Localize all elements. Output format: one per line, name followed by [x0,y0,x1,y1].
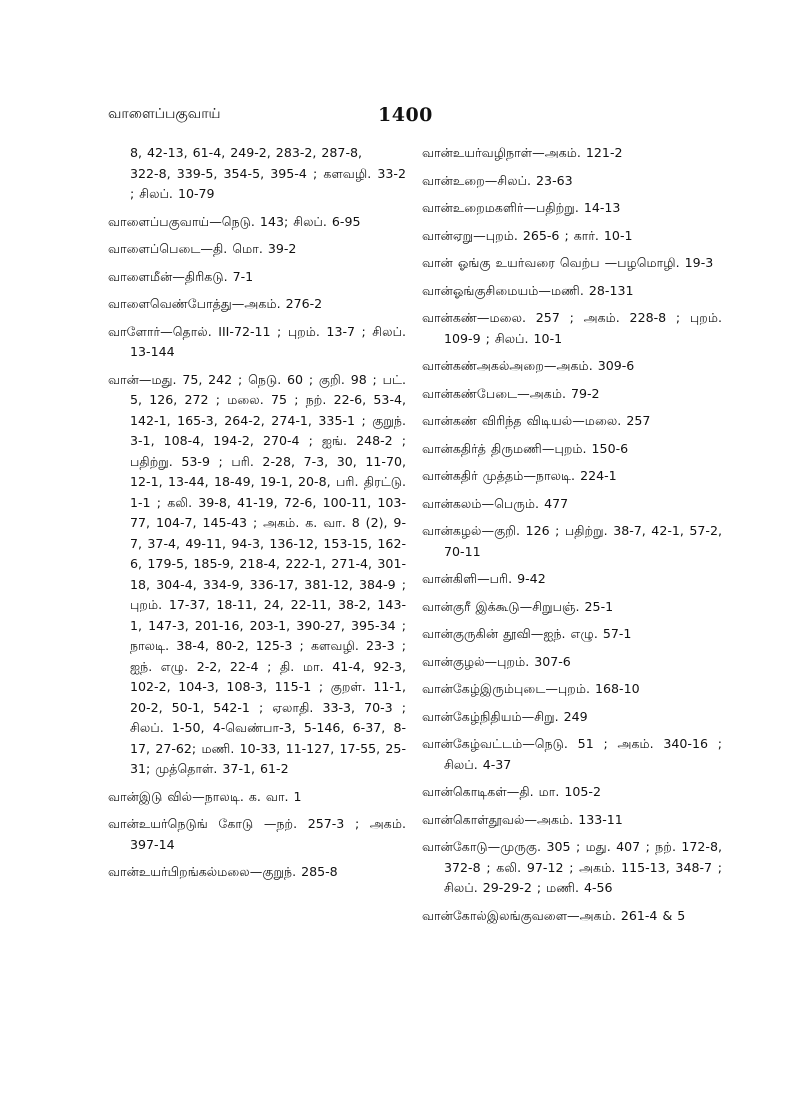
index-entry [422,411,722,432]
index-entry [422,624,722,645]
index-entry [422,384,722,405]
index-entry [108,787,406,808]
index-entry [422,810,722,831]
index-entry-text: 322-8, 339-5, 354-5, 395-4 ; களவழி. 33-2 ; சிலப். 10-79 [130,165,406,201]
index-entry-text: வாளைமீன்—திரிகடு. 7-1 [108,268,254,284]
index-entry-text: வான்—மது. 75, 242 ; நெடு. 60 ; குறி. 98 ; பட். 5, 126, 272 ; மலை. 75 ; நற். 22-6, 53-4, 142-1, 165-3, 264-2, 274-1, 335-1 ; குறுந். 3-1, 108-4, 194-2, 270-4 ; ஐங். 248-2 ; பதிற்று. 53-9 ; பரி. 2-28, 7-3, 30, 11-70, 12-1, 13-44, 18-49, 19-1, 20-8, பரி. திரட்டு. 1-1 ; கலி. 39-8, 41-19, 72-6, 100-11, 103-77, 104-7, 145-43 ; அகம். க. வா. 8 (2), 9-7, 37-4, 49-11, 94-3, 136-12, 153-15, 162-6, 179-5, 185-9, 218-4, 222-1, 271-4, 301-18, 304-4, 334-9, 336-17, 381-12, 384-9 ; புறம். 17-37, 18-11, 24, 22-11, 38-2, 143-1, 147-3, 201-16, 203-1, 390-27, 395-34 ; நாலடி. 38-4, 80-2, 125-3 ; களவழி. 23-3 ; ஐந். எழு. 2-2, 22-4 ; தி. மா. 41-4, 92-3, 102-2, 104-3, 108-3, 115-1 ; குறள். 11-1, 20-2, 50-1, 542-1 ; ஏலாதி. 33-3, 70-3 ; சிலப். 1-50, 4-வெண்பா-3, 5-146, 6-37, 8-17, 27-62; மணி. 10-33, 11-127, 17-55, 25-31; முத்தொள். 37-1, 61-2 [108,371,406,776]
index-entry-text: வான்ஓங்குசிமையம்—மணி. 28-131 [422,282,634,298]
index-entry-text: வாளைப்பகுவாய்—நெடு. 143; சிலப். 6-95 [108,213,361,229]
index-entry [422,439,722,460]
index-entry-text: வான்கொடிகள்—தி. மா. 105-2 [422,784,601,799]
index-entry-text: வான்கோல்இலங்குவளை—அகம். 261-4 & 5 [422,907,686,923]
index-entry-text: வான்உறைமகளிர்—பதிற்று. 14-13 [422,200,621,215]
page-header [108,104,708,134]
right-column [422,143,722,933]
index-entry [422,837,722,899]
index-entry-text: வான்கண்பேடை—அகம். 79-2 [422,385,600,401]
index-entry-text: வான்குழல்—புறம். 307-6 [422,653,571,669]
index-entry [108,370,406,780]
index-entry-text: வான்கிளி—பரி. 9-42 [422,571,546,586]
index-entry-text: வான்கோடு—முருகு. 305 ; மது. 407 ; நற். 172-8, 372-8 ; கலி. 97-12 ; அகம். 115-13, 348-7 ; சிலப். 29-29-2 ; மணி. 4-56 [422,839,722,895]
index-entry [422,597,722,618]
index-entry [422,308,722,349]
page-number: 1400 [378,104,433,126]
index-entry-text: வான்உறை—சிலப். 23-63 [422,172,573,188]
running-head: வாளைப்பகுவாய் [108,106,221,122]
index-entry-text: வான்கதிர் முத்தம்—நாலடி. 224-1 [422,468,617,483]
index-entry-text: வாளைவெண்போத்து—அகம். 276-2 [108,296,323,311]
index-entry [108,212,406,233]
index-entry-text: வான்கலம்—பெரும். 477 [422,495,569,511]
index-entry [422,253,722,274]
index-entry [422,281,722,302]
index-entry [422,652,722,673]
index-entry-text: வான்கேழ்வட்டம்—நெடு. 51 ; அகம். 340-16 ; சிலப். 4-37 [422,736,722,772]
index-entry [422,494,722,515]
index-entry [108,322,406,363]
index-entry-text: வான்ஏறு—புறம். 265-6 ; கார். 10-1 [422,227,633,243]
index-entry [108,862,406,883]
index-entry-text: வான்கேழ்இரும்புடை—புறம். 168-10 [422,681,640,696]
index-entry [108,294,406,315]
index-entry [422,198,722,219]
index-entry-text: வான்குரீ இக்கூடு—சிறுபஞ். 25-1 [422,598,614,614]
index-entry [422,707,722,728]
index-entry-text: வான்கண் விரிந்த விடியல்—மலை. 257 [422,413,651,428]
index-entry [108,239,406,260]
index-entry [422,143,722,164]
index-entry [422,782,722,803]
index-entry [422,734,722,775]
index-entry-text: வான் ஓங்கு உயர்வரை வெற்ப —பழமொழி. 19-3 [422,255,714,270]
index-entry [422,466,722,487]
index-entry [422,679,722,700]
index-entry [422,356,722,377]
index-entry-text: வான்கண்—மலை. 257 ; அகம். 228-8 ; புறம். 109-9 ; சிலப். 10-1 [422,310,722,346]
index-entry [108,814,406,855]
index-entry-text: வான்கொள்தூவல்—அகம். 133-11 [422,811,623,827]
index-entry-text: வான்குருகின் தூவி—ஐந். எழு. 57-1 [422,626,632,641]
index-entry [422,226,722,247]
index-entry [108,267,406,288]
index-entry-text: வான்இடு வில்—நாலடி. க. வா. 1 [108,788,302,804]
index-entry [422,521,722,562]
index-entry [108,143,406,205]
index-entry-text: வான்கேழ்நிதியம்—சிறு. 249 [422,708,588,724]
index-entry [422,569,722,590]
index-entry-text: வான்உயர்வழிநாள்—அகம். 121-2 [422,145,623,160]
index-entry-text: வான்உயர்பிறங்கல்மலை—குறுந். 285-8 [108,864,338,879]
index-entry [422,171,722,192]
index-entry-text: 8, 42-13, 61-4, 249-2, 283-2, 287-8, [130,145,363,160]
index-entry-text: வாளைப்பெடை—தி. மொ. 39-2 [108,241,297,256]
index-entry [422,906,722,927]
index-entry-text: வான்கண்அகல்அறை—அகம். 309-6 [422,358,635,373]
index-entry-text: வான்உயர்நெடுங் கோடு —நற். 257-3 ; அகம். 397-14 [108,816,406,852]
index-entry-text: வான்கதிர்த் திருமணி—புறம். 150-6 [422,440,629,456]
left-column [108,143,406,890]
index-entry-text: வான்கழல்—குறி. 126 ; பதிற்று. 38-7, 42-1, 57-2, 70-11 [422,523,722,559]
index-entry-text: வாளோர்—தொல். III-72-11 ; புறம். 13-7 ; சிலப். 13-144 [108,323,406,359]
